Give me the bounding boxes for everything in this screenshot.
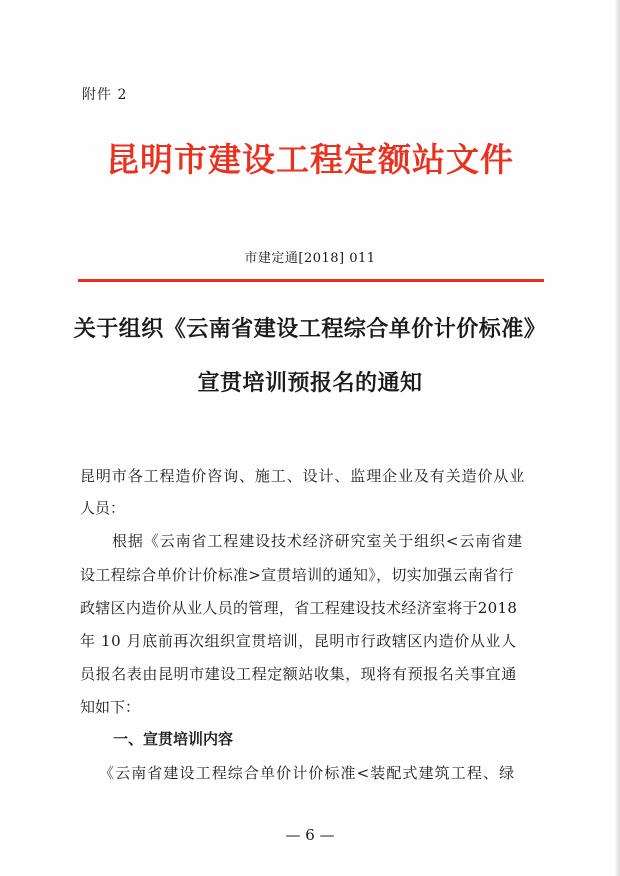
attachment-label: 附件 2 bbox=[82, 87, 128, 103]
page-number: — 6 — bbox=[285, 826, 335, 844]
body-paragraph-line: 员报名表由昆明市建设工程定额站收集，现将有预报名关事宜通 bbox=[80, 665, 517, 683]
section-body-line: 《云南省建设工程综合单价计价标准<装配式建筑工程、绿 bbox=[99, 764, 516, 782]
addressee-line-1: 昆明市各工程造价咨询、施工、设计、监理企业及有关造价从业 bbox=[80, 467, 526, 485]
addressee-line-2: 人员： bbox=[80, 499, 126, 517]
red-divider-line bbox=[78, 279, 544, 282]
body-paragraph-line: 根据《云南省工程建设技术经济研究室关于组织<云南省建 bbox=[112, 532, 523, 550]
body-paragraph-line: 年 10 月底前再次组织宣贯培训，昆明市行政辖区内造价从业人 bbox=[80, 632, 517, 650]
body-paragraph-line: 政辖区内造价从业人员的管理，省工程建设技术经济室将于2018 bbox=[80, 599, 518, 617]
notice-title-line-1: 关于组织《云南省建设工程综合单价计价标准》 bbox=[73, 316, 547, 342]
section-heading: 一、宣贯培训内容 bbox=[113, 730, 234, 748]
scan-edge bbox=[614, 0, 620, 876]
body-paragraph-line: 知如下： bbox=[80, 698, 141, 716]
document-number: 市建定通[2018] 011 bbox=[244, 251, 376, 266]
body-paragraph-line: 设工程综合单价计价标准>宣贯培训的通知》，切实加强云南省行 bbox=[80, 566, 514, 584]
agency-red-header: 昆明市建设工程定额站文件 bbox=[106, 140, 514, 179]
notice-title-line-2: 宣贯培训预报名的通知 bbox=[197, 370, 423, 396]
